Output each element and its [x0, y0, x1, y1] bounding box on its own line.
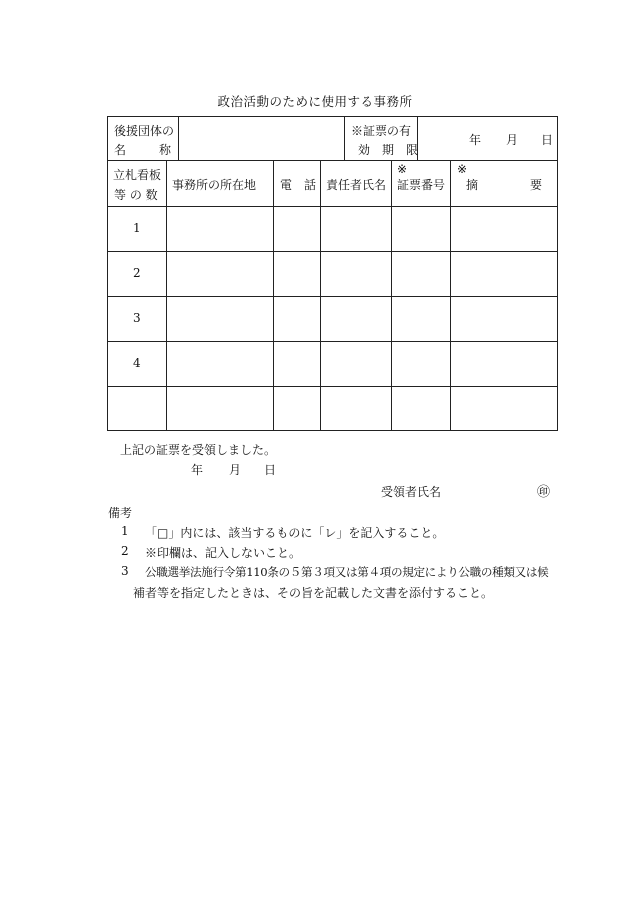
table-row-number: 1 — [133, 221, 141, 235]
remark-text: 「□」内には、該当するものに「レ」を記入すること。 — [145, 526, 445, 540]
col-header-sign-count-line2: 等 の 数 — [114, 188, 158, 202]
validity-year: 年 — [469, 133, 482, 147]
receipt-statement: 上記の証票を受領しました。 — [120, 443, 277, 457]
table-header-divider — [107, 206, 558, 207]
col-header-sign-count-line1: 立札看板 — [113, 168, 162, 182]
table-row-number: 3 — [133, 311, 141, 325]
table-row-number: 4 — [133, 356, 141, 370]
receipt-day: 日 — [264, 463, 277, 477]
receipt-month: 月 — [229, 463, 242, 477]
org-name-label-line1: 後援団体の — [114, 124, 175, 138]
page-title: 政治活動のために使用する事務所 — [217, 94, 413, 109]
table-row-divider — [107, 251, 558, 252]
cert-validity-label-line1: ※証票の有 — [351, 124, 412, 138]
col-header-phone: 電 話 — [280, 178, 317, 192]
remark-text-continued: 補者等を指定したときは、その旨を記載した文書を添付すること。 — [133, 586, 494, 600]
receipt-year: 年 — [191, 463, 204, 477]
col-header-cert-no: 証票番号 — [397, 178, 446, 192]
table-row-number: 2 — [133, 266, 141, 280]
table-row-divider — [107, 296, 558, 297]
col-header-cert-no-mark: ※ — [397, 162, 408, 176]
remark-text: ※印欄は、記入しないこと。 — [145, 546, 302, 560]
validity-day: 日 — [541, 133, 554, 147]
header-divider — [344, 116, 345, 161]
col-header-summary-left: 摘 — [466, 178, 479, 192]
table-row-divider — [107, 386, 558, 387]
remark-number: 2 — [121, 544, 129, 558]
col-header-office-address: 事務所の所在地 — [172, 178, 257, 192]
col-header-summary-right: 要 — [530, 178, 543, 192]
col-header-summary-mark: ※ — [457, 162, 468, 176]
org-name-label-line2-right: 称 — [159, 143, 172, 157]
remark-text: 公職選挙法施行令第110条の５第３項又は第４項の規定により公職の種類又は候 — [145, 565, 549, 579]
validity-month: 月 — [506, 133, 519, 147]
col-header-manager: 責任者氏名 — [326, 178, 387, 192]
remarks-title: 備考 — [108, 506, 133, 520]
remark-number: 1 — [121, 524, 129, 538]
org-name-label-line2-left: 名 — [114, 143, 127, 157]
table-row-divider — [107, 341, 558, 342]
seal-mark: ㊞ — [537, 485, 551, 500]
org-name-field[interactable] — [179, 117, 343, 160]
remark-number: 3 — [121, 564, 129, 578]
receiver-name-label: 受領者氏名 — [381, 485, 442, 499]
cert-validity-label-line2: 効 期 限 — [358, 143, 419, 157]
